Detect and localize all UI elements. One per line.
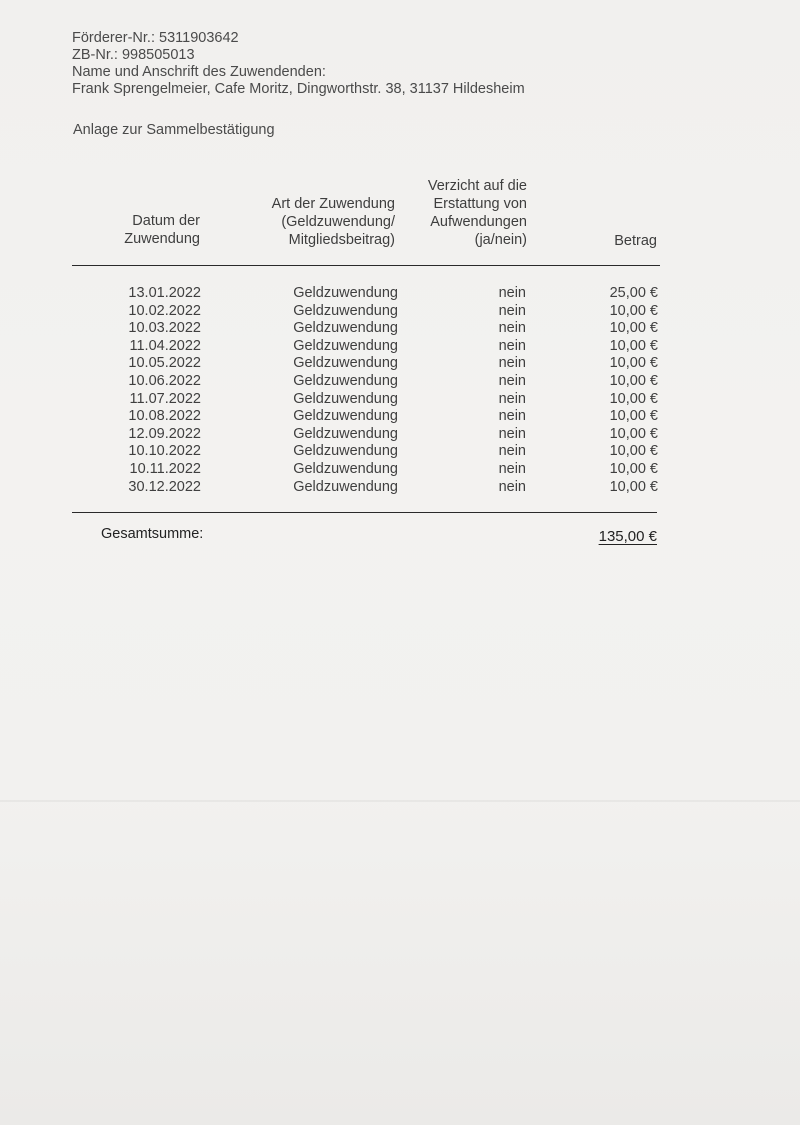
document-subtitle: Anlage zur Sammelbestätigung xyxy=(73,122,275,138)
table-row xyxy=(0,338,800,356)
paper-fold-line xyxy=(0,800,800,802)
cell-date: 11.07.2022 xyxy=(129,390,201,407)
cell-waiver: nein xyxy=(498,355,526,372)
zb-number: ZB-Nr.: 998505013 xyxy=(72,47,195,63)
cell-amount: 10,00 € xyxy=(609,337,658,354)
cell-date: 30.12.2022 xyxy=(128,478,201,495)
table-row xyxy=(0,479,800,497)
table-row xyxy=(0,355,800,373)
total-amount-value: 135,00 € xyxy=(598,528,657,545)
table-row xyxy=(0,461,800,479)
cell-waiver: nein xyxy=(498,443,526,460)
cell-amount: 10,00 € xyxy=(609,425,658,442)
cell-type: Geldzuwendung xyxy=(293,285,398,301)
column-header-waiver: Verzicht auf die Erstattung von Aufwendungen (ja/nein) xyxy=(427,178,527,248)
cell-date: 10.10.2022 xyxy=(128,443,201,460)
cell-date: 12.09.2022 xyxy=(128,425,201,442)
table-row xyxy=(0,303,800,321)
cell-amount: 10,00 € xyxy=(609,390,658,407)
cell-date: 10.03.2022 xyxy=(128,320,201,337)
cell-waiver: nein xyxy=(498,478,526,495)
cell-amount: 10,00 € xyxy=(609,372,658,389)
cell-waiver: nein xyxy=(498,460,526,477)
cell-type: Geldzuwendung xyxy=(293,478,398,495)
cell-waiver: nein xyxy=(498,320,526,337)
cell-waiver: nein xyxy=(498,285,526,301)
cell-waiver: nein xyxy=(498,337,526,354)
cell-amount: 10,00 € xyxy=(609,460,658,477)
donor-name-address: Frank Sprengelmeier, Cafe Moritz, Dingworthstr. 38, 31137 Hildesheim xyxy=(72,81,525,97)
cell-waiver: nein xyxy=(498,425,526,442)
cell-type: Geldzuwendung xyxy=(293,372,398,389)
cell-waiver: nein xyxy=(498,302,526,319)
table-row xyxy=(0,426,800,444)
cell-date: 10.11.2022 xyxy=(129,460,201,477)
header-divider xyxy=(72,265,660,266)
total-divider xyxy=(72,512,657,513)
column-header-date: Datum der Zuwendung xyxy=(124,213,200,247)
cell-type: Geldzuwendung xyxy=(293,425,398,442)
cell-type: Geldzuwendung xyxy=(293,460,398,477)
donor-number: Förderer-Nr.: 5311903642 xyxy=(72,30,239,46)
cell-amount: 10,00 € xyxy=(609,320,658,337)
cell-amount: 10,00 € xyxy=(609,478,658,495)
cell-amount: 10,00 € xyxy=(609,302,658,319)
cell-amount: 10,00 € xyxy=(609,408,658,425)
cell-waiver: nein xyxy=(498,372,526,389)
cell-date: 13.01.2022 xyxy=(128,285,201,301)
donor-header xyxy=(72,30,525,98)
cell-type: Geldzuwendung xyxy=(293,408,398,425)
cell-amount: 10,00 € xyxy=(609,443,658,460)
cell-date: 11.04.2022 xyxy=(129,337,201,354)
column-header-type: Art der Zuwendung (Geldzuwendung/ Mitgliedsbeitrag) xyxy=(271,196,395,248)
total-label: Gesamtsumme: xyxy=(101,526,204,542)
donation-table-body xyxy=(0,285,800,496)
cell-type: Geldzuwendung xyxy=(293,443,398,460)
cell-date: 10.05.2022 xyxy=(128,355,201,372)
cell-type: Geldzuwendung xyxy=(293,337,398,354)
cell-date: 10.02.2022 xyxy=(128,302,201,319)
cell-type: Geldzuwendung xyxy=(293,320,398,337)
table-row xyxy=(0,391,800,409)
table-row xyxy=(0,373,800,391)
cell-date: 10.06.2022 xyxy=(128,372,201,389)
cell-amount: 10,00 € xyxy=(609,355,658,372)
cell-date: 10.08.2022 xyxy=(128,408,201,425)
table-row xyxy=(0,285,800,303)
donor-address-label: Name und Anschrift des Zuwendenden: xyxy=(72,64,326,80)
cell-amount: 25,00 € xyxy=(609,285,658,301)
cell-type: Geldzuwendung xyxy=(293,390,398,407)
table-row xyxy=(0,443,800,461)
cell-type: Geldzuwendung xyxy=(293,355,398,372)
table-row xyxy=(0,320,800,338)
cell-waiver: nein xyxy=(498,390,526,407)
cell-type: Geldzuwendung xyxy=(293,302,398,319)
table-row xyxy=(0,408,800,426)
total-amount xyxy=(560,528,657,545)
column-header-amount: Betrag xyxy=(614,233,657,249)
cell-waiver: nein xyxy=(498,408,526,425)
